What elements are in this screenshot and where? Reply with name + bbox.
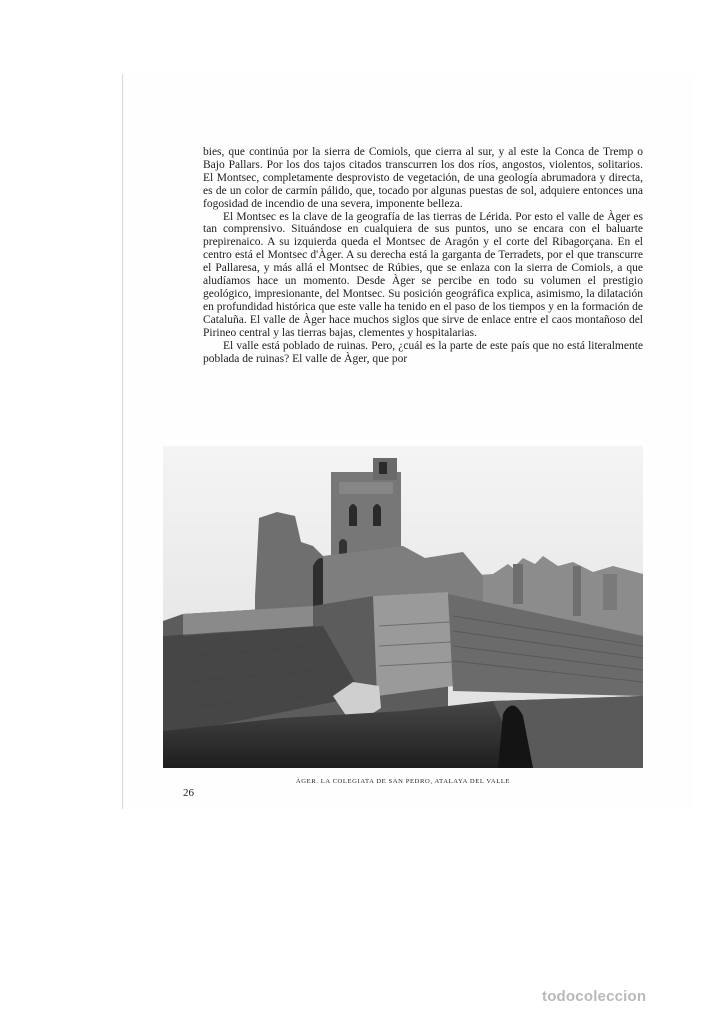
paragraph: El valle está poblado de ruinas. Pero, ¿cuál es la parte de este país que no está literalmente poblada de ruinas? El valle de Àger, que por [203,339,643,365]
page-number: 26 [183,787,194,799]
body-text [203,146,643,365]
paragraph: El Montsec es la clave de la geografía de las tierras de Lérida. Por esto el valle de Àger es tan comprensivo. Situándose en cualquiera de sus puntos, uno se encara con el baluarte prepirenaico. A su izquierda queda el Montsec de Aragón y el corte del Ribagorçana. En el centro está el Montsec d'Àger. A su derecha está la garganta de Terradets, por el que transcurre el Pallaresa, y más allá el Montsec de Rúbies, que se enlaza con la sierra de Comiols, a que aludíamos hace un momento. Desde Àger se percibe en todo su volumen el prestigio geológico, impresionante, del Montsec. Su posición geográfica explica, asimismo, la dilatación en profundidad histórica que este valle ha tenido en el paso de los tiempos y en la formación de Cataluña. El valle de Àger hace muchos siglos que sirve de enlace entre el caos montañoso del Pirineo central y las tierras bajas, clementes y hospitalarias. [203,210,643,339]
photo-illustration [163,446,643,768]
church-ruins-photo [163,446,643,768]
photo-caption: ÀGER. LA COLEGIATA DE SAN PEDRO, ATALAYA DEL VALLE [295,778,511,785]
watermark-logo: todocoleccion [542,988,647,1005]
paragraph: bies, que continúa por la sierra de Comiols, que cierra al sur, y al este la Conca de Tremp o Bajo Pallars. Por los dos tajos citados transcurren los dos ríos, angostos, violentos, solitarios. El Montsec, completamente desprovisto de vegetación, de una geología abrumadora y directa, es de un color de carmín pálido, que, tocado por algunas puestas de sol, adquiere entonces una fogosidad de incendio de una severa, imponente belleza. [203,146,643,210]
